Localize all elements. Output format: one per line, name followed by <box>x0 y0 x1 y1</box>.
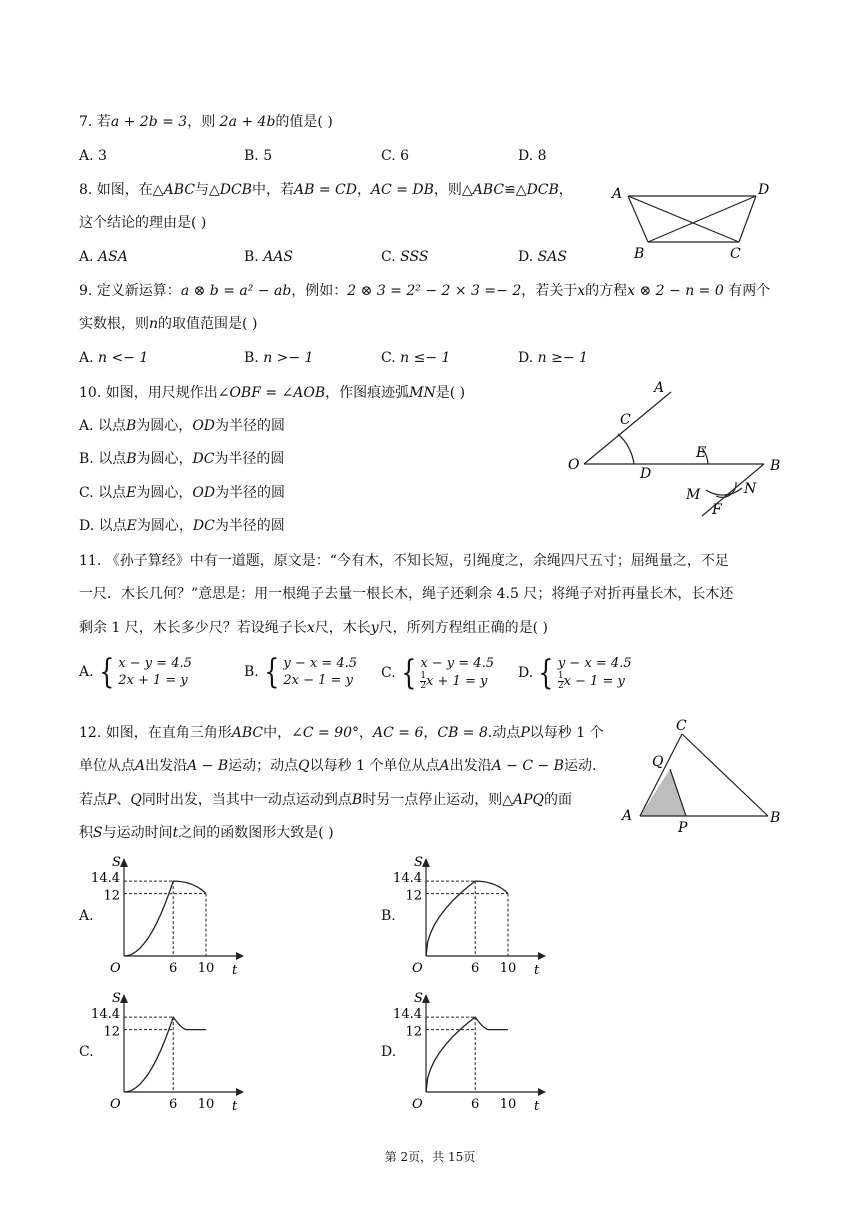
q10-option-b: B. 以点B为圆心，DC为半径的圆 <box>79 451 285 467</box>
q11-stem-line1: 11. 《孙子算经》中有一道题，原文是：“今有木，不知长短，引绳度之，余绳四尺五寸；屈绳量之，不足 <box>79 553 729 569</box>
y-axis-label: S <box>112 991 121 1006</box>
x-axis-arrow <box>538 1088 546 1096</box>
q12-stem-line2: 单位从点A出发沿A − B运动；动点Q以每秒 1 个单位从点A出发沿A − C − B运动. <box>79 758 597 774</box>
q8-option-d: D. SAS <box>518 249 567 265</box>
q10-label-m: M <box>686 487 701 503</box>
y-axis-label: S <box>112 855 121 870</box>
q10-option-c: C. 以点E为圆心，OD为半径的圆 <box>79 485 286 501</box>
q8-figure <box>606 176 776 266</box>
q9-option-d: D. n ≥− 1 <box>518 350 588 366</box>
q9-stem-line1: 9. 定义新运算：a ⊗ b = a² − ab，例如：2 ⊗ 3 = 2² − 2 × 3 =− 2，若关于x的方程x ⊗ 2 − n = 0 有两个 <box>79 283 771 299</box>
y-axis-label: S <box>414 855 423 870</box>
q12-graph-c-label: C. <box>79 1044 94 1060</box>
y-tick-12: 12 <box>103 1024 120 1040</box>
x-tick-10: 10 <box>499 961 517 976</box>
y-tick-12: 12 <box>405 888 422 904</box>
q12-graph-b <box>393 850 550 978</box>
q11-stem-line2: 一尺．木长几何？”意思是：用一根绳子去量一根长木，绳子还剩余 4.5 尺；将绳子对折再量长木，长木还 <box>79 586 734 602</box>
q8-option-c: C. SSS <box>381 249 429 265</box>
x-axis-arrow <box>236 952 244 960</box>
q12-label-a: A <box>622 808 633 824</box>
q11-option-b: B. { y − x = 4.5 2x − 1 = y <box>244 652 358 692</box>
q11-option-c: C. { x − y = 4.5 $\frac{1}{2}$ x + 1 = y <box>381 653 494 693</box>
origin-label: O <box>412 961 423 976</box>
q7-option-a: A. 3 <box>79 148 107 164</box>
q12-label-b: B <box>770 810 781 826</box>
y-axis-arrow <box>422 858 430 867</box>
q11-option-d: D. { y − x = 4.5 $\frac{1}{2}$ x − 1 = y <box>518 653 632 693</box>
y-tick-12: 12 <box>405 1024 422 1040</box>
y-tick-14-4: 14.4 <box>91 1007 120 1023</box>
y-axis-arrow <box>120 858 128 867</box>
q9-option-a: A. n <− 1 <box>79 350 149 366</box>
q10-label-b: B <box>770 458 781 474</box>
q9-option-b: B. n >− 1 <box>244 350 314 366</box>
x-axis-arrow <box>538 952 546 960</box>
y-tick-14-4: 14.4 <box>393 871 422 887</box>
y-axis-arrow <box>422 994 430 1003</box>
q12-label-q: Q <box>652 754 664 770</box>
q9-stem-line2: 实数根，则n的取值范围是( ) <box>79 316 258 332</box>
x-tick-6: 6 <box>471 961 480 976</box>
x-axis-label: t <box>534 1099 540 1114</box>
q10-option-d: D. 以点E为圆心，DC为半径的圆 <box>79 518 285 534</box>
q12-graph-b-label: B. <box>381 908 396 924</box>
q10-label-d: D <box>640 466 652 482</box>
q8-label-d: D <box>758 182 770 198</box>
graph-curve <box>124 881 206 956</box>
q8-label-b: B <box>634 246 645 262</box>
q10-label-c: C <box>620 412 631 428</box>
y-axis-arrow <box>120 994 128 1003</box>
q12-graph-a <box>91 850 248 978</box>
q12-graph-d <box>393 986 550 1114</box>
q8-label-c: C <box>730 246 741 262</box>
q7-option-b: B. 5 <box>244 148 273 164</box>
q12-label-p: P <box>678 820 688 836</box>
q10-label-o: O <box>568 457 580 473</box>
x-tick-10: 10 <box>197 1097 215 1112</box>
x-tick-6: 6 <box>471 1097 480 1112</box>
q10-figure <box>566 378 786 520</box>
q12-stem-line3: 若点P、Q同时出发，当其中一动点运动到点B时另一点停止运动，则△APQ的面 <box>79 792 572 808</box>
x-tick-10: 10 <box>197 961 215 976</box>
q10-stem: 10. 如图，用尺规作出∠OBF = ∠AOB，作图痕迹弧MN是( ) <box>79 385 466 401</box>
q10-option-a: A. 以点B为圆心，OD为半径的圆 <box>79 418 286 434</box>
origin-label: O <box>110 961 121 976</box>
x-axis-label: t <box>232 963 238 978</box>
q12-graph-c <box>91 986 248 1114</box>
q8-option-a: A. ASA <box>79 249 128 265</box>
q10-label-n: N <box>744 481 757 497</box>
q12-stem-line1: 12. 如图，在直角三角形ABC中，∠C = 90°，AC = 6，CB = 8.动点P以每秒 1 个 <box>79 725 604 741</box>
x-tick-6: 6 <box>169 961 178 976</box>
x-axis-label: t <box>232 1099 238 1114</box>
graph-curve <box>426 1017 508 1092</box>
q10-label-a: A <box>654 380 665 396</box>
q7-option-d: D. 8 <box>518 148 547 164</box>
q7-option-c: C. 6 <box>381 148 410 164</box>
q12-label-c: C <box>676 718 687 734</box>
q8-label-a: A <box>612 186 623 202</box>
q12-graph-d-label: D. <box>381 1044 397 1060</box>
graph-curve <box>124 1017 206 1092</box>
origin-label: O <box>110 1097 121 1112</box>
q9-option-c: C. n ≤− 1 <box>381 350 451 366</box>
x-tick-6: 6 <box>169 1097 178 1112</box>
q10-label-e: E <box>696 445 707 461</box>
q8-stem-line2: 这个结论的理由是( ) <box>79 215 207 231</box>
q12-triangle-figure <box>616 714 786 834</box>
q12-graph-a-label: A. <box>79 908 94 924</box>
page-footer: 第 2页，共 15页 <box>384 1150 476 1164</box>
x-axis-label: t <box>534 963 540 978</box>
q7-stem: 7. 若a + 2b = 3，则 2a + 4b的值是( ) <box>79 114 333 130</box>
x-axis-arrow <box>236 1088 244 1096</box>
q11-option-a: A. { x − y = 4.5 2x + 1 = y <box>79 652 192 692</box>
origin-label: O <box>412 1097 423 1112</box>
q11-stem-line3: 剩余 1 尺，木长多少尺？若设绳子长x尺，木长y尺，所列方程组正确的是( ) <box>79 620 549 636</box>
q12-stem-line4: 积S与运动时间t之间的函数图形大致是( ) <box>79 825 334 841</box>
graph-curve <box>426 881 508 956</box>
q10-label-f: F <box>712 502 722 518</box>
y-axis-label: S <box>414 991 423 1006</box>
q8-option-b: B. AAS <box>244 249 294 265</box>
y-tick-12: 12 <box>103 888 120 904</box>
y-tick-14-4: 14.4 <box>91 871 120 887</box>
y-tick-14-4: 14.4 <box>393 1007 422 1023</box>
x-tick-10: 10 <box>499 1097 517 1112</box>
q8-stem-line1: 8. 如图，在△ABC与△DCB中，若AB = CD，AC = DB，则△ABC≌△DCB， <box>79 182 573 198</box>
